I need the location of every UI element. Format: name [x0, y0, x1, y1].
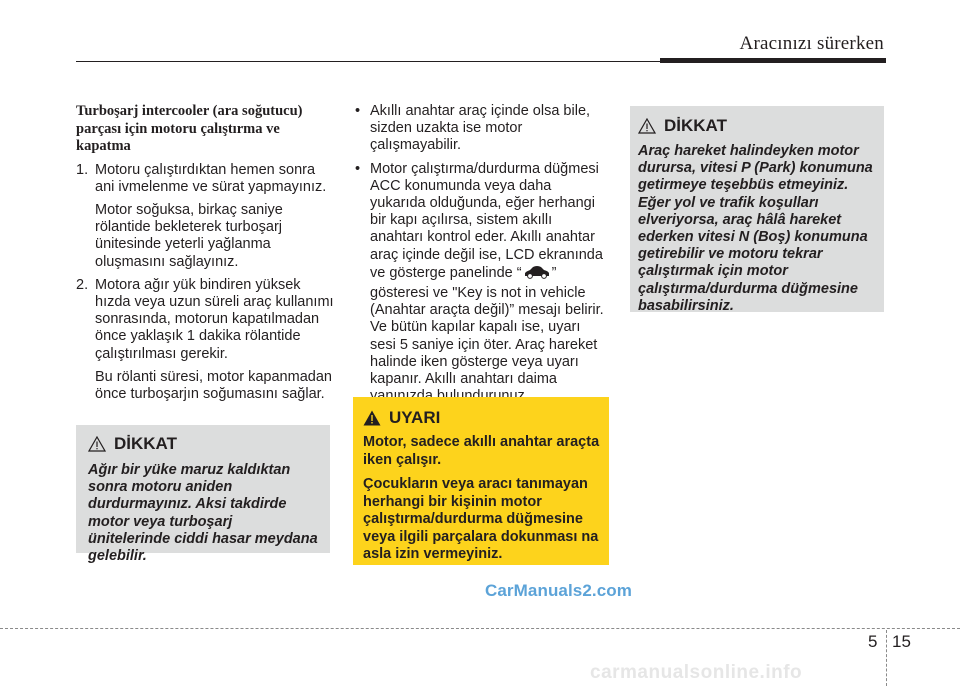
caution-title	[638, 116, 878, 136]
list-number: 2.	[76, 276, 89, 293]
list-item	[76, 277, 334, 363]
section-heading: Turboşarj intercooler (ara soğutucu) parçası için motoru çalıştırma ve kapatma	[76, 103, 303, 154]
footer-rule	[0, 628, 960, 629]
left-column	[76, 103, 334, 409]
warning-title	[363, 408, 601, 428]
car-key-icon	[522, 264, 552, 285]
warning-box	[353, 397, 609, 565]
bullet-dot: •	[355, 103, 361, 119]
bullet-item	[353, 103, 608, 155]
header-rule	[76, 61, 660, 62]
warning-triangle-icon	[638, 118, 656, 134]
list-text: Motoru çalıştırdıktan hemen sonra ani ivmelenme ve sürat yapmayınız.	[95, 161, 327, 195]
bottom-watermark: carmanualsonline.info	[590, 662, 803, 683]
list-paragraph: Bu rölanti süresi, motor kapanmadan önce turboşarjın soğumasını sağlar.	[95, 368, 332, 402]
bullet-dot: •	[355, 160, 361, 177]
section-number: 5	[868, 632, 878, 651]
list-item	[76, 162, 334, 196]
bullet-text: Akıllı anahtar araç içinde olsa bile, sizden uzakta ise motor çalışmayabilir.	[370, 103, 591, 154]
warning-title-text: UYARI	[389, 408, 441, 427]
warning-triangle-icon	[363, 410, 381, 426]
caution-title	[88, 434, 318, 454]
page-number-separator	[886, 630, 887, 686]
list-text: Motora ağır yük bindiren yüksek hızda veya uzun süreli araç kullanımı sonrasında, motorun kapatılmadan önce yaklaşık 1 dakika rölantide çalıştırılması gerekir.	[95, 276, 334, 362]
page-header-title: Aracınızı sürerken	[739, 33, 884, 54]
middle-column	[353, 103, 608, 411]
warning-paragraph: Motor, sadece akıllı anahtar araçta iken çalışır.	[363, 434, 600, 468]
header-bar	[660, 58, 886, 63]
caution-box-right	[630, 106, 884, 312]
warning-paragraph: Çocukların veya aracı tanımayan herhangi bir kişinin motor çalıştırma/durdurma düğmesine veya ilgili parçalara dokunması na asla izin vermeyiniz.	[363, 476, 599, 562]
page-number: 15	[892, 632, 911, 651]
caution-title-text: DİKKAT	[114, 434, 177, 453]
caution-box-left	[76, 425, 330, 565]
list-paragraph: Motor soğuksa, birkaç saniye rölantide bekleterek turboşarj ünitesinde yeterli yağlanma oluşmasını sağlayınız.	[95, 201, 283, 270]
warning-text	[363, 434, 601, 564]
watermark-link[interactable]: CarManuals2.com	[485, 581, 632, 600]
bullet-text-before: Motor çalıştırma/durdurma düğmesi ACC konumunda veya daha yukarıda olduğunda, eğer herhangi bir kapı açılırsa, sistem akıllı anahtarı kontrol eder. Akıllı anahtar araç içinde değil ise, LCD ekranında ve gösterge panelinde “	[370, 160, 603, 281]
bullet-text-after: ” gösteresi ve "Key is not in vehicle (Anahtar araçta değil)” mesajı belirir. Ve bütün kapılar kapalı ise, uyarı sesi 5 saniye için öter. Araç hareket halinde iken gösterge veya uyarı kapanır. Akıllı anahtarı daima	[370, 264, 604, 388]
list-number: 1.	[76, 161, 89, 178]
caution-title-text: DİKKAT	[664, 116, 727, 135]
bullet-item	[353, 161, 608, 406]
warning-triangle-icon	[88, 436, 106, 452]
caution-text: Araç hareket halindeyken motor durursa, vitesi P (Park) konumuna getirmeye teşebbüs etmeyiniz. Eğer yol ve trafik koşulları elveriyorsa, araç hâlâ hareket ederken vitesi N (Boş) konumuna getirebilir ve motoru tekrar çalıştırmak için motor çalıştırma/durdurma düğmesine basabilirsiniz.	[638, 143, 873, 314]
caution-text: Ağır bir yüke maruz kaldıktan sonra motoru aniden durdurmayınız. Aksi takdirde motor veya turboşarj ünitelerinde ciddi hasar meydana gelebilir.	[88, 462, 318, 565]
